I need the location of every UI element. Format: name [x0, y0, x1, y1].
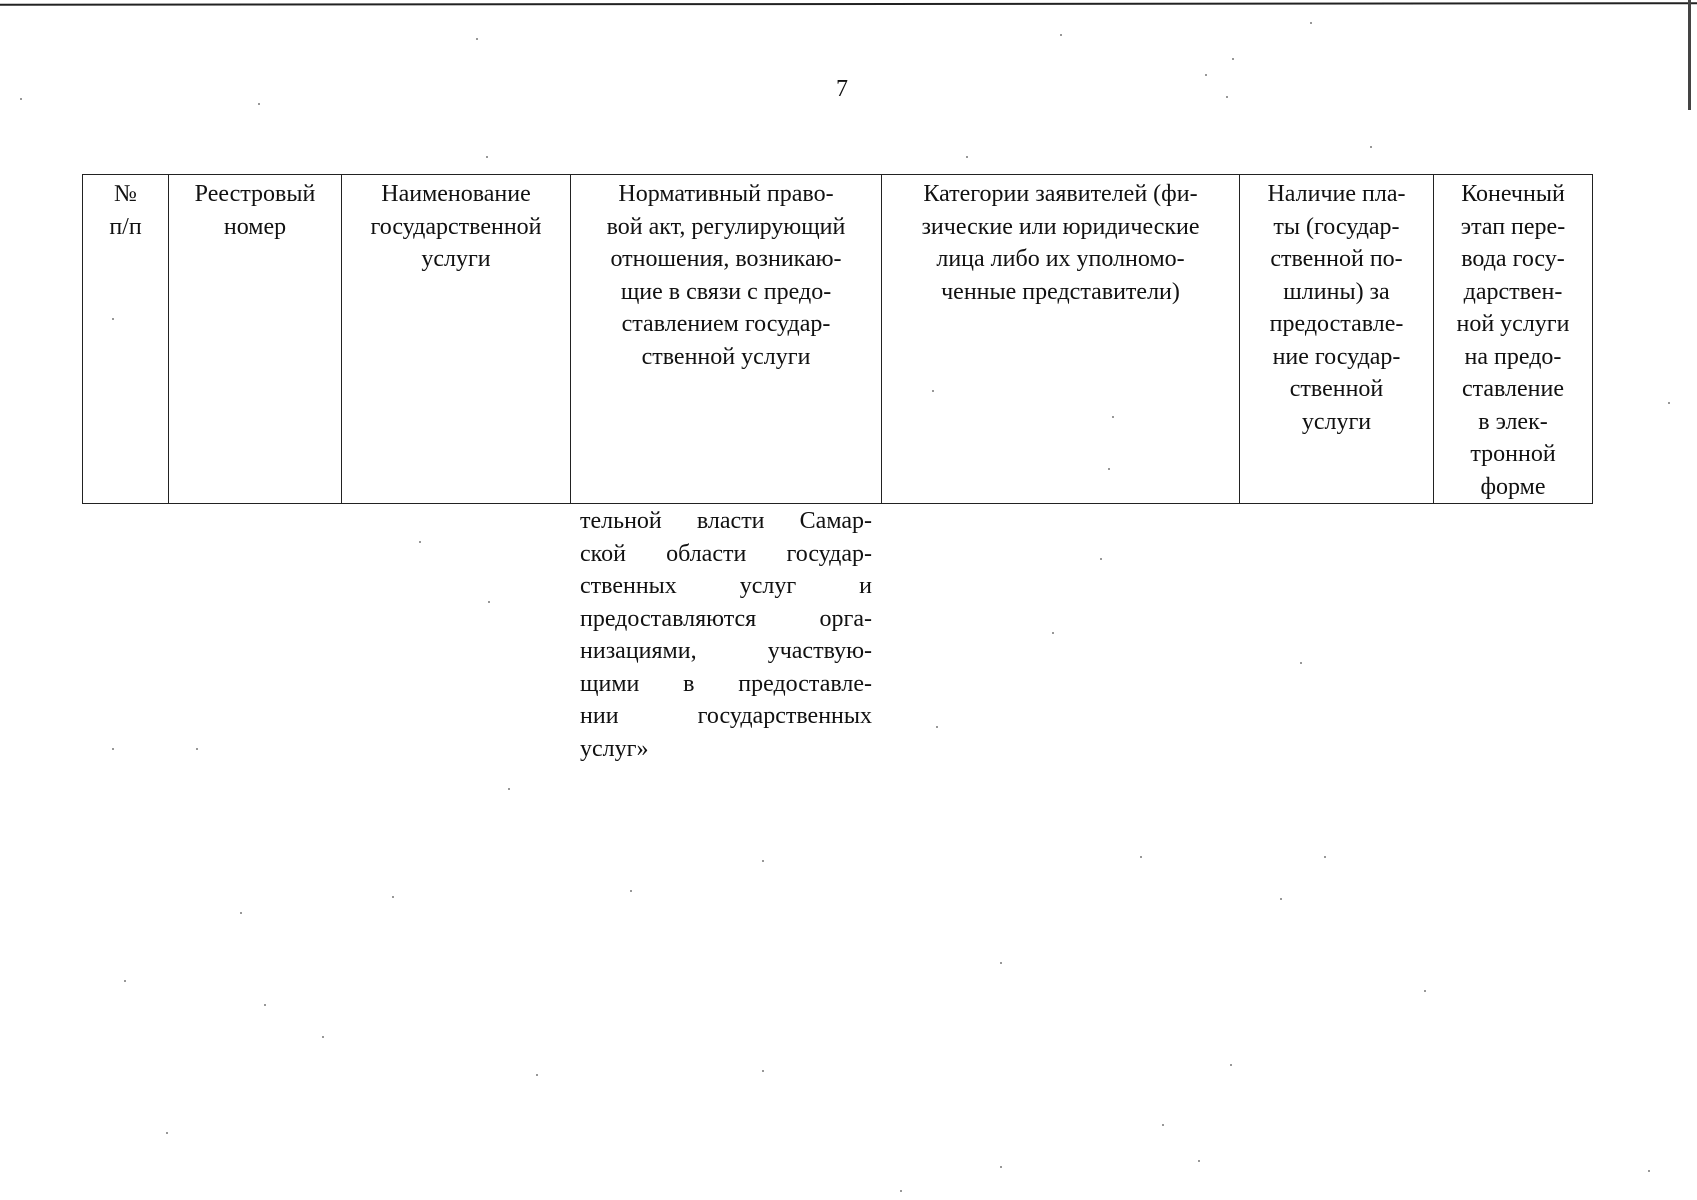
services-table-header [82, 174, 1593, 504]
page-edge-mark [1688, 0, 1691, 110]
continuation-line: ственных услуг и [580, 573, 872, 599]
header-fee: Наличие пла- ты (государ- ственной по- шлины) за предоставле- ние государ- ственной услуги [1240, 175, 1434, 504]
header-service-name: Наименование государственной услуги [342, 175, 571, 504]
continuation-text [580, 505, 872, 765]
header-legal-act: Нормативный право- вой акт, регулирующий отношения, возникаю- щие в связи с предо- ставлением государ- ственной услуги [571, 175, 882, 504]
continuation-line: низациями, участвую- [580, 638, 872, 664]
continuation-line: щими в предоставле- [580, 670, 872, 697]
header-number: № п/п [83, 175, 169, 504]
page-number: 7 [836, 76, 848, 102]
continuation-line: тельной власти Самар- [580, 508, 872, 534]
continuation-line: ской области государ- [580, 540, 872, 567]
table-header-row [83, 175, 1593, 504]
header-registry-number: Реестровый номер [169, 175, 342, 504]
top-border-line [0, 2, 1697, 5]
header-final-stage: Конечный этап пере- вода госу- дарствен- ной услуги на предо- ставление в элек- тронной форме [1434, 175, 1593, 504]
header-applicant-categories: Категории заявителей (фи- зические или юридические лица либо их уполномо- ченные представители) [882, 175, 1240, 504]
continuation-line: нии государственных [580, 703, 872, 729]
continuation-line: услуг» [580, 735, 649, 762]
continuation-line: предоставляются орга- [580, 605, 872, 632]
